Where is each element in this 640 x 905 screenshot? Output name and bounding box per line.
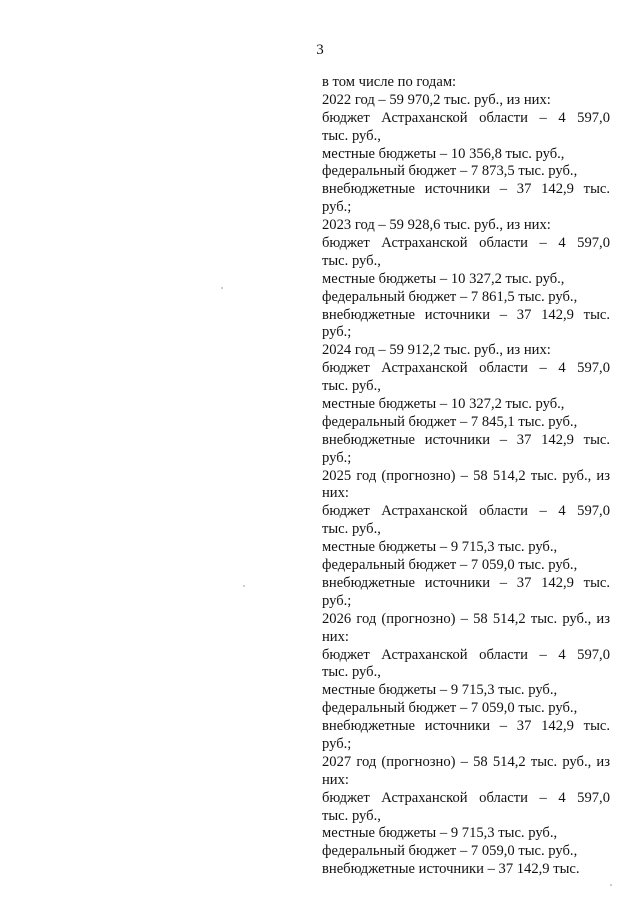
text-line: федеральный бюджет – 7 873,5 тыс. руб.,: [322, 163, 578, 180]
scan-speck: [610, 884, 612, 886]
scan-speck: [243, 585, 245, 587]
text-line: федеральный бюджет – 7 059,0 тыс. руб.,: [322, 843, 578, 860]
text-line: них:: [322, 771, 349, 788]
text-line: 2025 год (прогнозно) – 58 514,2 тыс. руб., из: [322, 467, 610, 484]
text-line: 2024 год – 59 912,2 тыс. руб., из них:: [322, 342, 551, 359]
text-line: федеральный бюджет – 7 059,0 тыс. руб.,: [322, 700, 578, 717]
text-line: 2027 год (прогнозно) – 58 514,2 тыс. руб., из: [322, 753, 610, 770]
document-body: [322, 74, 610, 879]
text-line: в том числе по годам:: [322, 74, 457, 90]
text-line: внебюджетные источники – 37 142,9 тыс.: [322, 431, 610, 448]
text-line: бюджет Астраханской области – 4 597,0: [322, 503, 610, 520]
text-line: местные бюджеты – 10 327,2 тыс. руб.,: [322, 270, 565, 287]
text-line: них:: [322, 485, 349, 502]
page-number: 3: [316, 42, 324, 58]
text-line: местные бюджеты – 10 356,8 тыс. руб.,: [322, 145, 565, 162]
text-line: тыс. руб.,: [322, 807, 381, 824]
text-line: 2026 год (прогнозно) – 58 514,2 тыс. руб., из: [322, 610, 610, 627]
text-line: местные бюджеты – 9 715,3 тыс. руб.,: [322, 825, 558, 842]
text-line: внебюджетные источники – 37 142,9 тыс.: [322, 861, 580, 878]
text-line: бюджет Астраханской области – 4 597,0: [322, 646, 610, 663]
text-line: них:: [322, 628, 349, 645]
text-line: местные бюджеты – 10 327,2 тыс. руб.,: [322, 396, 565, 413]
text-line: внебюджетные источники – 37 142,9 тыс.: [322, 718, 610, 735]
text-line: федеральный бюджет – 7 059,0 тыс. руб.,: [322, 557, 578, 574]
text-line: бюджет Астраханской области – 4 597,0: [322, 235, 610, 252]
text-line: тыс. руб.,: [322, 664, 381, 681]
scan-speck: [221, 287, 223, 289]
text-line: руб.;: [322, 449, 352, 466]
text-line: федеральный бюджет – 7 845,1 тыс. руб.,: [322, 413, 578, 430]
text-line: руб.;: [322, 592, 352, 609]
text-line: внебюджетные источники – 37 142,9 тыс.: [322, 181, 610, 198]
text-line: 2023 год – 59 928,6 тыс. руб., из них:: [322, 217, 551, 234]
text-line: тыс. руб.,: [322, 127, 381, 144]
text-line: внебюджетные источники – 37 142,9 тыс.: [322, 306, 610, 323]
text-line: руб.;: [322, 199, 352, 216]
text-line: руб.;: [322, 324, 352, 341]
text-line: местные бюджеты – 9 715,3 тыс. руб.,: [322, 682, 558, 699]
text-line: бюджет Астраханской области – 4 597,0: [322, 789, 610, 806]
text-line: 2022 год – 59 970,2 тыс. руб., из них:: [322, 91, 551, 108]
text-line: тыс. руб.,: [322, 252, 381, 269]
text-line: внебюджетные источники – 37 142,9 тыс.: [322, 574, 610, 591]
text-line: тыс. руб.,: [322, 521, 381, 538]
text-line: руб.;: [322, 735, 352, 752]
text-line: тыс. руб.,: [322, 378, 381, 395]
text-line: бюджет Астраханской области – 4 597,0: [322, 109, 610, 126]
text-line: федеральный бюджет – 7 861,5 тыс. руб.,: [322, 288, 578, 305]
text-line: местные бюджеты – 9 715,3 тыс. руб.,: [322, 539, 558, 556]
text-line: бюджет Астраханской области – 4 597,0: [322, 360, 610, 377]
